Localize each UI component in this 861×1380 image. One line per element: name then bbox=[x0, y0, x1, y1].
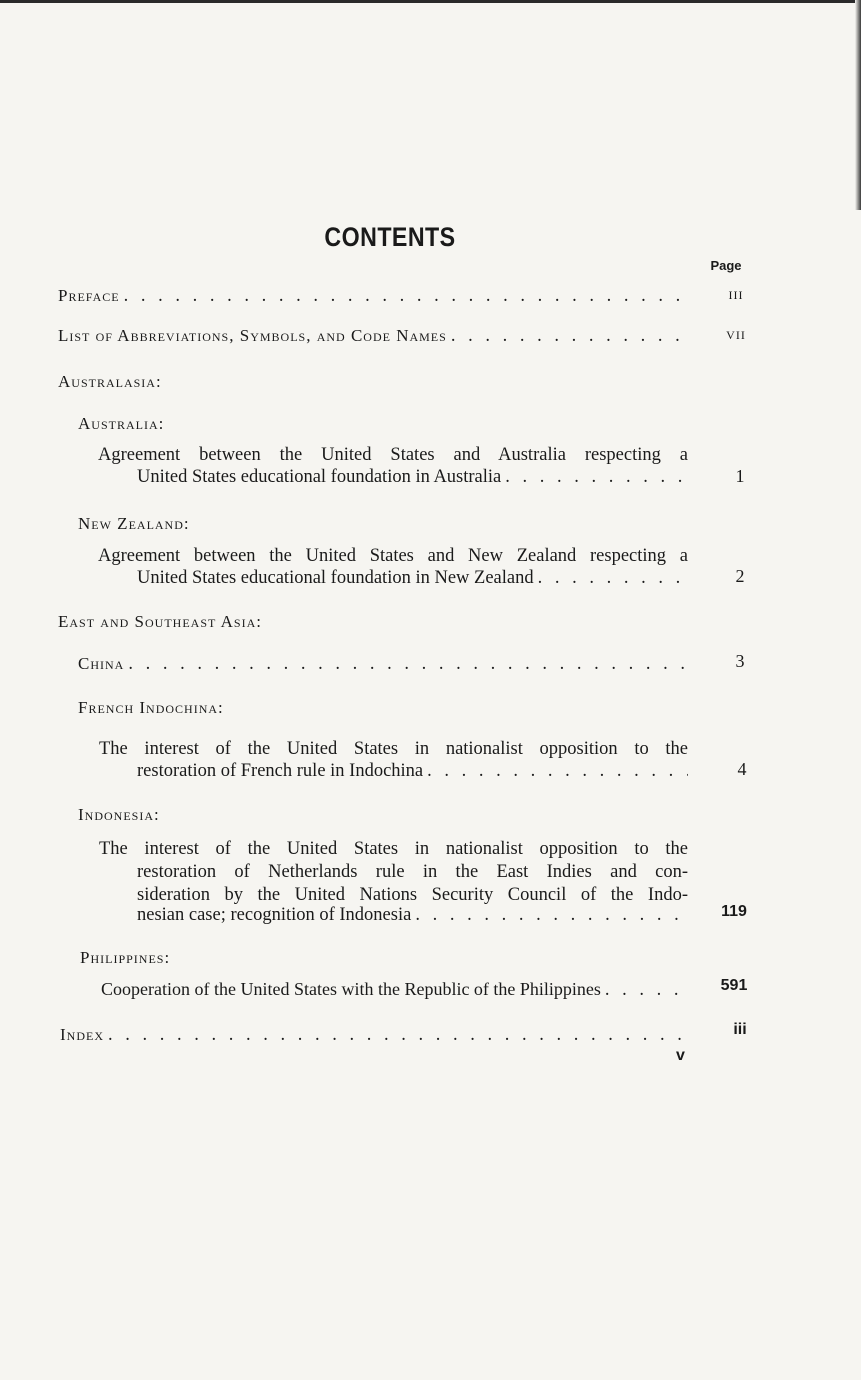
toc-entry-philippines[interactable] bbox=[101, 979, 691, 1001]
page-number: 1 bbox=[735, 466, 745, 486]
toc-entry-new-zealand[interactable] bbox=[137, 568, 688, 589]
subsection-heading-french-indochina: French Indochina: bbox=[78, 698, 224, 717]
dot-leader bbox=[538, 568, 688, 589]
subsection-heading-philippines: Philippines: bbox=[80, 948, 171, 967]
entry-text-line: Agreement between the United States and New Zealand respecting a bbox=[98, 546, 688, 566]
page-number: 3 bbox=[735, 651, 745, 671]
entry-label: restoration of French rule in Indochina bbox=[137, 761, 424, 781]
page-number: vii bbox=[726, 324, 746, 343]
page-title: CONTENTS bbox=[324, 222, 456, 252]
page-number: iii bbox=[733, 1021, 747, 1038]
dot-leader bbox=[128, 654, 688, 675]
subsection-heading-indonesia: Indonesia: bbox=[78, 805, 160, 824]
dot-leader bbox=[427, 761, 688, 782]
dot-leader bbox=[415, 905, 688, 926]
entry-text-line: The interest of the United States in nationalist opposition to the bbox=[99, 839, 688, 859]
top-edge-rule bbox=[0, 0, 861, 3]
entry-text-line: restoration of Netherlands rule in the East Indies and con- bbox=[137, 862, 688, 882]
page-edge-shadow bbox=[855, 0, 861, 210]
page-number: 119 bbox=[721, 903, 747, 920]
page-number: iii bbox=[728, 284, 744, 303]
toc-entry-abbreviations[interactable] bbox=[58, 326, 688, 347]
dot-leader bbox=[108, 1025, 688, 1046]
entry-label: List of Abbreviations, Symbols, and Code Names bbox=[58, 326, 447, 345]
toc-entry-australia[interactable] bbox=[137, 467, 688, 488]
section-heading-east-asia: East and Southeast Asia: bbox=[58, 612, 262, 631]
subsection-heading-new-zealand: New Zealand: bbox=[78, 514, 190, 533]
dot-leader bbox=[505, 467, 688, 488]
dot-leader bbox=[451, 326, 688, 347]
entry-label: nesian case; recognition of Indonesia bbox=[137, 905, 412, 925]
entry-text-line: The interest of the United States in nationalist opposition to the bbox=[99, 739, 688, 759]
entry-label: Preface bbox=[58, 286, 120, 305]
dot-leader bbox=[124, 286, 688, 307]
section-heading-australasia: Australasia: bbox=[58, 372, 162, 391]
toc-entry-french-indochina[interactable] bbox=[137, 761, 688, 782]
page-number: 4 bbox=[737, 759, 747, 779]
entry-text-line: sideration by the United Nations Security Council of the Indo- bbox=[137, 885, 688, 905]
toc-entry-preface[interactable] bbox=[58, 286, 688, 307]
entry-label: Index bbox=[60, 1025, 104, 1044]
page-number: 2 bbox=[735, 566, 745, 586]
folio-mark: v bbox=[676, 1047, 685, 1064]
toc-entry-china[interactable] bbox=[78, 654, 688, 675]
subsection-heading-australia: Australia: bbox=[78, 414, 165, 433]
entry-label: United States educational foundation in New Zealand bbox=[137, 568, 534, 588]
entry-label: United States educational foundation in Australia bbox=[137, 467, 502, 487]
entry-label: Cooperation of the United States with the Republic of the Philippines bbox=[101, 979, 601, 999]
dot-leader bbox=[605, 980, 691, 1001]
toc-entry-index[interactable] bbox=[60, 1025, 688, 1046]
entry-text-line: Agreement between the United States and Australia respecting a bbox=[98, 445, 688, 465]
page-column-label: Page bbox=[710, 258, 742, 273]
entry-label: China bbox=[78, 654, 125, 673]
toc-entry-indonesia[interactable] bbox=[137, 905, 688, 926]
page-number: 591 bbox=[720, 977, 748, 994]
